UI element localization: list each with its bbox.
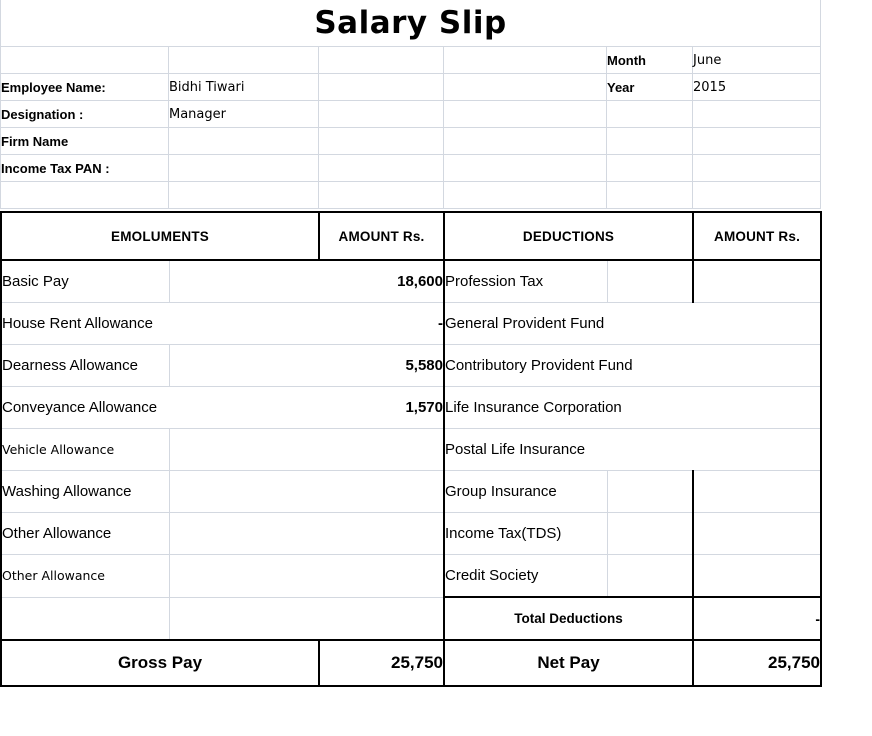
info-spacer-a — [319, 74, 444, 101]
info-spacer-b — [444, 74, 607, 101]
info-spacer-d[interactable] — [693, 155, 821, 182]
info-spacer-a — [319, 47, 444, 74]
table-header-row — [1, 212, 821, 260]
total-spacer-b — [169, 597, 319, 640]
deduction-amount[interactable] — [693, 555, 821, 598]
total-deductions-row — [1, 597, 821, 640]
gross-net-row — [1, 640, 821, 686]
emolument-amount[interactable] — [319, 555, 444, 598]
deduction-label-overflow — [607, 471, 693, 513]
table-row — [1, 555, 821, 598]
total-deductions-label: Total Deductions — [444, 597, 693, 640]
emolument-label: Other Allowance — [1, 513, 169, 555]
deduction-label: Credit Society — [444, 555, 607, 598]
header-section-table — [0, 0, 821, 209]
header-emoluments: EMOLUMENTS — [1, 212, 319, 260]
deduction-label: Group Insurance — [444, 471, 607, 513]
emolument-label-overflow — [169, 260, 319, 303]
info-spacer-a — [319, 155, 444, 182]
info-row — [1, 101, 821, 128]
firm-name-value[interactable] — [169, 128, 319, 155]
emolument-label: Washing Allowance — [1, 471, 169, 513]
pan-label: Income Tax PAN : — [1, 155, 169, 182]
info-spacer-c — [607, 101, 693, 128]
info-spacer-b — [444, 128, 607, 155]
deduction-label: Income Tax(TDS) — [444, 513, 607, 555]
emolument-amount[interactable]: 5,580 — [319, 345, 444, 387]
header-emoluments-amount: AMOUNT Rs. — [319, 212, 444, 260]
info-spacer-a — [319, 182, 444, 209]
info-label — [1, 47, 169, 74]
info-row — [1, 74, 821, 101]
employee-name-value[interactable]: Bidhi Tiwari — [169, 74, 319, 101]
net-pay-amount: 25,750 — [693, 640, 821, 686]
info-spacer-d[interactable] — [693, 128, 821, 155]
emolument-label-overflow — [169, 555, 319, 598]
page-title-text: Salary Slip — [314, 5, 507, 41]
deduction-amount[interactable] — [693, 387, 821, 429]
info-spacer-c — [607, 128, 693, 155]
month-label: Month — [607, 47, 693, 74]
deduction-label: General Provident Fund — [444, 303, 693, 345]
emolument-label: Basic Pay — [1, 260, 169, 303]
table-row — [1, 429, 821, 471]
emolument-label-overflow — [169, 513, 319, 555]
emolument-amount[interactable] — [319, 429, 444, 471]
deduction-amount[interactable] — [693, 260, 821, 303]
emolument-label-overflow — [169, 471, 319, 513]
deduction-label-overflow — [607, 555, 693, 598]
title-row — [1, 0, 821, 47]
info-spacer-d[interactable] — [693, 101, 821, 128]
info-spacer-b — [444, 101, 607, 128]
emolument-amount[interactable] — [319, 471, 444, 513]
info-spacer-d[interactable] — [693, 182, 821, 209]
designation-value[interactable]: Manager — [169, 101, 319, 128]
gross-pay-label: Gross Pay — [1, 640, 319, 686]
table-row — [1, 260, 821, 303]
year-label: Year — [607, 74, 693, 101]
salary-detail-table — [0, 211, 822, 687]
net-pay-label: Net Pay — [444, 640, 693, 686]
deduction-amount[interactable] — [693, 303, 821, 345]
deduction-amount[interactable] — [693, 429, 821, 471]
designation-label: Designation : — [1, 101, 169, 128]
header-deductions-amount: AMOUNT Rs. — [693, 212, 821, 260]
info-spacer-a — [319, 101, 444, 128]
emolument-label: Other Allowance — [1, 555, 169, 598]
emolument-label-overflow — [169, 345, 319, 387]
total-deductions-amount: - — [693, 597, 821, 640]
table-row — [1, 387, 821, 429]
header-deductions: DEDUCTIONS — [444, 212, 693, 260]
pan-value[interactable] — [169, 155, 319, 182]
total-spacer-amount — [319, 597, 444, 640]
deduction-label: Contributory Provident Fund — [444, 345, 693, 387]
deduction-label-overflow — [607, 513, 693, 555]
table-row — [1, 471, 821, 513]
table-row — [1, 303, 821, 345]
year-value[interactable]: 2015 — [693, 74, 821, 101]
emolument-label: Dearness Allowance — [1, 345, 169, 387]
deduction-amount[interactable] — [693, 345, 821, 387]
info-label — [1, 182, 169, 209]
emolument-amount[interactable]: - — [319, 303, 444, 345]
info-row — [1, 155, 821, 182]
month-value[interactable]: June — [693, 47, 821, 74]
info-row — [1, 47, 821, 74]
info-row — [1, 182, 821, 209]
table-row — [1, 345, 821, 387]
deduction-label: Postal Life Insurance — [444, 429, 693, 471]
info-spacer-c — [607, 182, 693, 209]
info-value[interactable] — [169, 182, 319, 209]
page-title — [1, 0, 821, 47]
emolument-amount[interactable]: 1,570 — [319, 387, 444, 429]
emolument-label-overflow — [169, 429, 319, 471]
deduction-amount[interactable] — [693, 513, 821, 555]
info-spacer-a — [319, 128, 444, 155]
deduction-label: Life Insurance Corporation — [444, 387, 693, 429]
emolument-label: Vehicle Allowance — [1, 429, 169, 471]
emolument-amount[interactable] — [319, 513, 444, 555]
info-row — [1, 128, 821, 155]
deduction-amount[interactable] — [693, 471, 821, 513]
info-spacer-c — [607, 155, 693, 182]
table-row — [1, 513, 821, 555]
emolument-amount[interactable]: 18,600 — [319, 260, 444, 303]
deduction-label: Profession Tax — [444, 260, 607, 303]
emolument-label: Conveyance Allowance — [1, 387, 319, 429]
info-spacer-b — [444, 182, 607, 209]
emolument-label: House Rent Allowance — [1, 303, 319, 345]
info-spacer-b — [444, 47, 607, 74]
info-spacer-b — [444, 155, 607, 182]
gross-pay-amount: 25,750 — [319, 640, 444, 686]
info-value[interactable] — [169, 47, 319, 74]
employee-name-label: Employee Name: — [1, 74, 169, 101]
firm-name-label: Firm Name — [1, 128, 169, 155]
total-spacer-a — [1, 597, 169, 640]
deduction-label-overflow — [607, 260, 693, 303]
